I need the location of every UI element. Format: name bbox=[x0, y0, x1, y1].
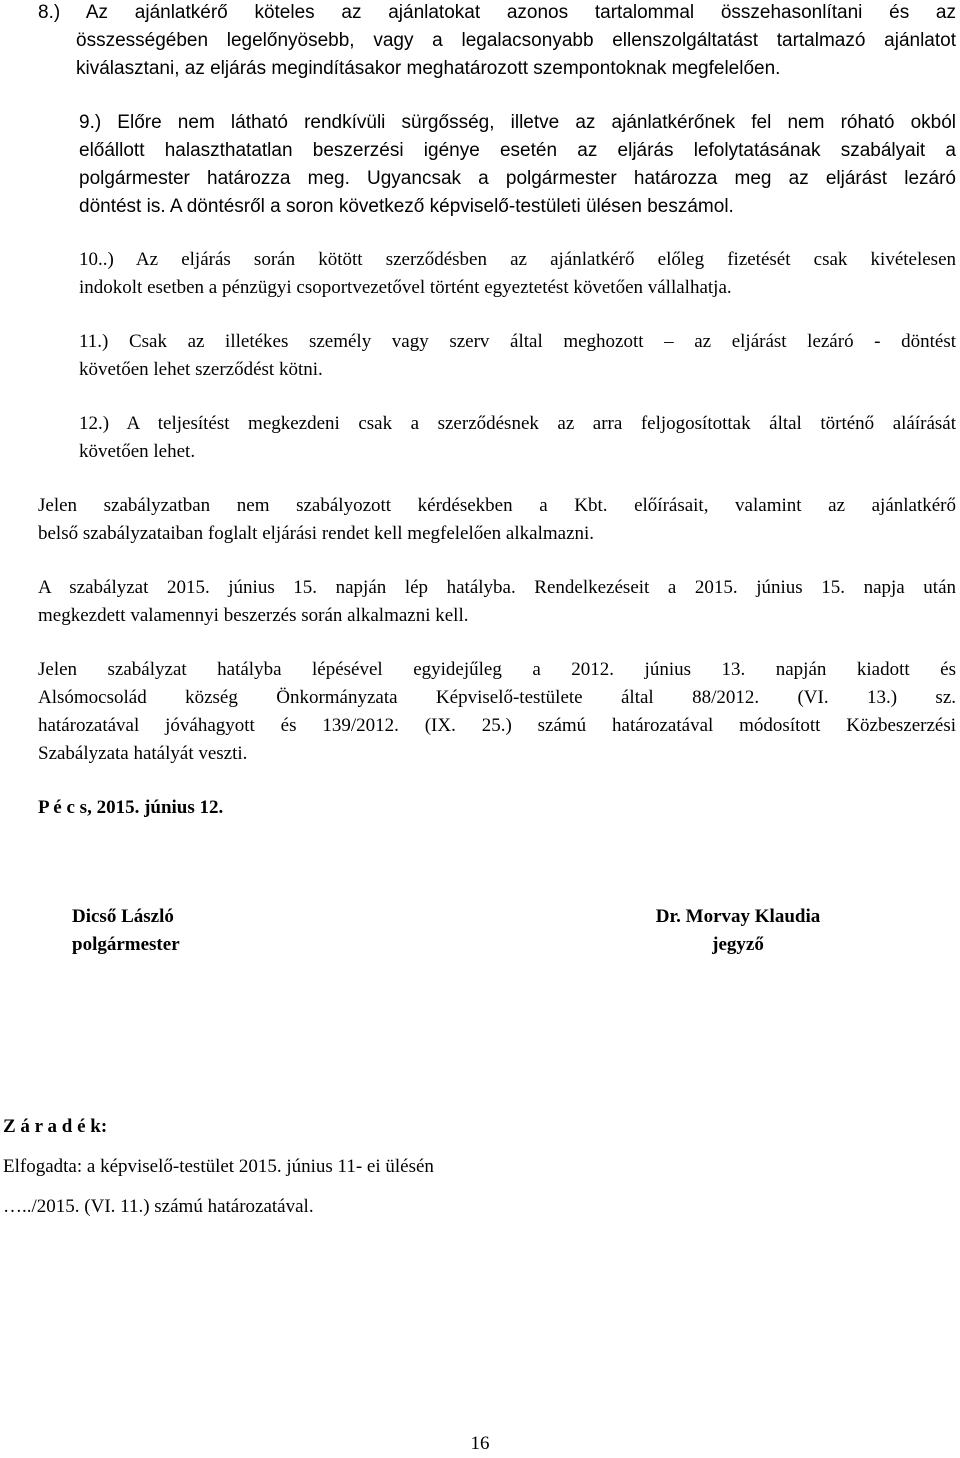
paragraph-effective-line-1: A szabályzat 2015. június 15. napján lép hatályba. Rendelkezéseit a 2015. június 15. napja után bbox=[38, 577, 956, 598]
paragraph-repeal-line-4: Szabályzata hatályát veszti. bbox=[38, 743, 248, 764]
clause-8-line-1: 8.) Az ajánlatkérő köteles az ajánlatokat azonos tartalommal összehasonlítani és az bbox=[38, 2, 956, 23]
clause-11-line-1: 11.) Csak az illetékes személy vagy szerv által meghozott – az eljárást lezáró - döntést bbox=[79, 331, 956, 352]
clause-8 bbox=[38, 0, 956, 83]
clause-11-line-2: követően lehet szerződést kötni. bbox=[79, 359, 323, 380]
paragraph-repeal-line-1: Jelen szabályzat hatályba lépésével egyidejűleg a 2012. június 13. napján kiadott és bbox=[38, 659, 956, 680]
clause-9-line-3: polgármester határozza meg. Ugyancsak a polgármester határozza meg az eljárást lezáró bbox=[79, 168, 956, 189]
clause-9-line-1: 9.) Előre nem látható rendkívüli sürgősség, illetve az ajánlatkérőnek fel nem róható okból bbox=[79, 112, 956, 133]
signature-left bbox=[72, 903, 372, 959]
clause-12 bbox=[79, 410, 956, 466]
clause-10-line-1: 10..) Az eljárás során kötött szerződésben az ajánlatkérő előleg fizetését csak kivételesen bbox=[79, 249, 956, 270]
signature-right-name: Dr. Morvay Klaudia bbox=[655, 906, 821, 927]
signature-right bbox=[598, 903, 878, 959]
clause-8-body bbox=[38, 27, 956, 83]
clause-9-line-4: döntést is. A döntésről a soron következő képviselő-testületi ülésen beszámol. bbox=[79, 196, 734, 217]
clause-8-line-3: kiválasztani, az eljárás megindításakor meghatározott szempontoknak megfelelően. bbox=[76, 58, 781, 79]
clause-9 bbox=[79, 109, 956, 221]
paragraph-effective-line-2: megkezdett valamennyi beszerzés során alkalmazni kell. bbox=[38, 605, 469, 626]
clause-10 bbox=[79, 246, 956, 302]
signature-left-title: polgármester bbox=[72, 934, 180, 955]
place-date: P é c s, 2015. június 12. bbox=[38, 797, 224, 818]
clause-12-line-1: 12.) A teljesítést megkezdeni csak a szerződésnek az arra feljogosítottak által történő aláírását bbox=[79, 413, 956, 434]
closing-line-1: Elfogadta: a képviselő-testület 2015. június 11- ei ülésén bbox=[3, 1156, 434, 1177]
closing-heading: Z á r a d é k: bbox=[3, 1116, 108, 1137]
closing-line-2: …../2015. (VI. 11.) számú határozatával. bbox=[3, 1196, 314, 1217]
paragraph-repeal-line-2: Alsómocsolád község Önkormányzata Képviselő-testülete által 88/2012. (VI. 13.) sz. bbox=[38, 687, 956, 708]
clause-11 bbox=[79, 328, 956, 384]
paragraph-kbt-line-1: Jelen szabályzatban nem szabályozott kérdésekben a Kbt. előírásait, valamint az ajánlatkérő bbox=[38, 495, 956, 516]
clause-9-line-2: előállott halaszthatatlan beszerzési igénye esetén az eljárás lefolytatásának szabályait a bbox=[79, 140, 956, 161]
paragraph-repeal bbox=[38, 656, 956, 768]
signature-right-title: jegyző bbox=[712, 934, 764, 955]
paragraph-effective bbox=[38, 574, 956, 630]
paragraph-kbt bbox=[38, 492, 956, 548]
clause-12-line-2: követően lehet. bbox=[79, 441, 196, 462]
signature-left-name: Dicső László bbox=[72, 906, 174, 927]
clause-10-line-2: indokolt esetben a pénzügyi csoportvezetővel történt egyeztetést követően vállalhatja. bbox=[79, 277, 732, 298]
paragraph-repeal-line-3: határozatával jóváhagyott és 139/2012. (IX. 25.) számú határozatával módosított Közbeszerzési bbox=[38, 715, 956, 736]
paragraph-kbt-line-2: belső szabályzataiban foglalt eljárási rendet kell megfelelően alkalmazni. bbox=[38, 523, 595, 544]
clause-8-line-2: összességében legelőnyösebb, vagy a legalacsonyabb ellenszolgáltatást tartalmazó ajánlatot bbox=[76, 30, 956, 51]
page-number: 16 bbox=[470, 1433, 490, 1454]
